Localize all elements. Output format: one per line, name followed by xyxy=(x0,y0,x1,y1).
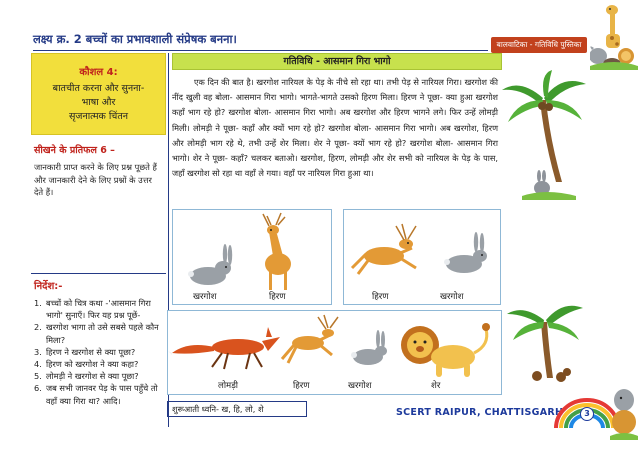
list-item: 4. हिरण को खरगोश ने क्या कहा? xyxy=(34,359,139,370)
instructions-list xyxy=(34,297,163,407)
rabbit-label: खरगोश xyxy=(440,292,464,302)
lion-label: शेर xyxy=(431,381,441,391)
rabbit-label: खरगोश xyxy=(193,292,217,302)
skill-line-2: भाषा और xyxy=(81,96,116,108)
fox-label: लोमड़ी xyxy=(218,381,239,391)
deer-label: हिरण xyxy=(372,292,389,302)
skill-line-3: सृजनात्मक चिंतन xyxy=(68,110,129,122)
list-item: 5. लोमड़ी ने खरगोश से क्या पूछा? xyxy=(34,371,139,382)
picture-panel-1 xyxy=(172,209,332,305)
outcome-title: सीखने के प्रतिफल 6 – xyxy=(34,145,115,156)
story-text: एक दिन की बात है। खरगोश नारियल के पेड़ के नीचे सो रहा था। तभी पेड़ से नारियल गिरा। खरगोश की नींद खुली वह बोला- आसमान गिरा भागो। भागते-भागते उसको हिरण मिला। हिरण ने पूछा- क्या हुआ खरगोश कहाँ भाग रहे हो? खरगोश बोला- आसमान गिरा भागो। अब खरगोश और हिरण भागने लगे। फिर उन्हें लोमड़ी मिली। लोमड़ी ने पूछा- कहाँ और क्यों भाग रहे हो? खरगोश बोला- आसमान गिरा भागो। अब खरगोश, हिरण और लोमड़ी भाग रहे थे, तभी उन्हें शेर मिला। शेर ने पूछा- क्यों भाग रहे हो? खरगोश बोला- आसमान गिरा भागो। शेर ने पूछा- कहाँ? चलकर बताओ। खरगोश, हिरण, लोमड़ी और शेर सभी को नारियल के पेड़ के पास, जहाँ खरगोश सो रहा था वहाँ ले गया। वहाँ पर नारियल गिरा हुआ था। xyxy=(172,77,498,179)
page-number: 3 xyxy=(580,407,594,421)
skill-title: कौशल 4: xyxy=(79,66,118,78)
list-item: 2. खरगोश भागा तो उसे सबसे पहले कौन मिला? xyxy=(34,322,159,345)
list-item: 6. जब सभी जानवर पेड़ के पास पहुँचे तो वहाँ क्या गिरा था? आदि। xyxy=(34,383,158,406)
list-item: 1. बच्चों को चित्र कथा -'आसमान गिरा भागो' सुनाएँ। फिर यह प्रश्न पूछें- xyxy=(34,298,151,321)
picture-panel-3 xyxy=(167,310,502,395)
picture-panel-2 xyxy=(343,209,501,305)
instructions-title: निर्देश:- xyxy=(34,281,63,292)
deer-label: हिरण xyxy=(293,381,310,391)
list-item: 3. हिरण ने खरगोश से क्या पूछा? xyxy=(34,346,136,357)
palm-tree-illustration xyxy=(505,298,585,384)
rabbit-label: खरगोश xyxy=(348,381,372,391)
learning-outcome xyxy=(31,141,166,267)
deer-rabbit-illustration xyxy=(344,210,502,306)
animals-illustration-bottom xyxy=(610,380,638,440)
deer-label: हिरण xyxy=(269,292,286,302)
header-rule xyxy=(33,50,488,51)
goal-heading: लक्ष्य क्र. 2 बच्चों का प्रभावशाली संप्रेषक बनना। xyxy=(33,32,237,46)
outcome-text: जानकारी प्राप्त करने के लिए प्रश्न पूछते हैं और जानकारी देने के लिए प्रश्नों के उत्तर देते हैं। xyxy=(34,162,157,197)
skill-box xyxy=(31,53,166,135)
left-divider xyxy=(31,273,166,274)
instructions xyxy=(31,279,166,407)
coconut-tree-illustration xyxy=(500,70,590,200)
publisher-name: SCERT RAIPUR, CHATTISGARH xyxy=(396,407,564,418)
skill-line-1: बातचीत करना और सुनना- xyxy=(52,82,145,94)
book-tag: बालवाटिका - गतिविधि पुस्तिका xyxy=(491,37,587,53)
animals-illustration-top xyxy=(590,4,638,70)
left-column xyxy=(31,53,166,427)
initial-sounds-box: शुरूआती ध्वनि- ख, हि, लो, शे xyxy=(167,401,307,417)
activity-title: गतिविधि - आसमान गिरा भागो xyxy=(172,53,502,70)
